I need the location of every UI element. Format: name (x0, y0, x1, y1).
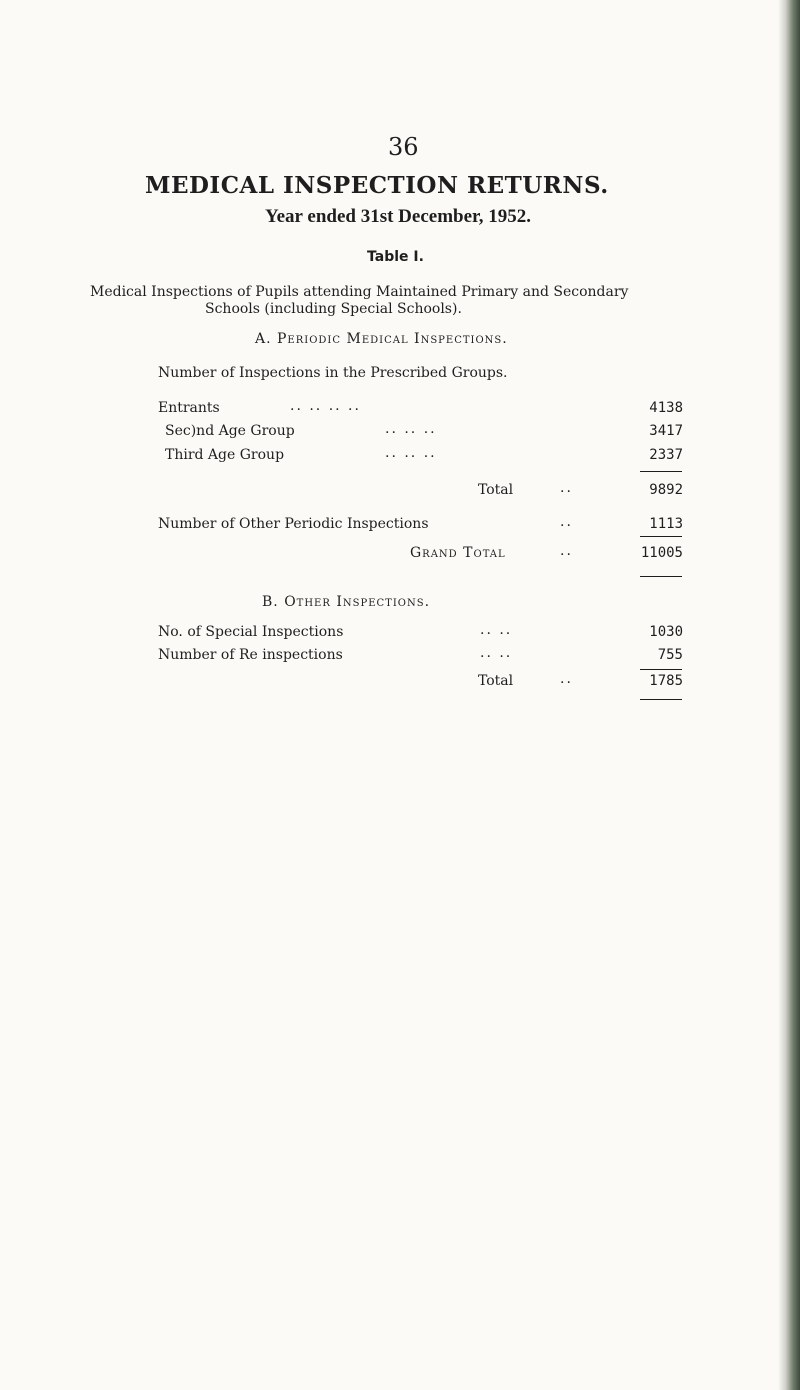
page-number: 36 (388, 133, 419, 161)
row-dots: .. .. (480, 645, 513, 661)
table-description-line1: Medical Inspections of Pupils attending Maintained Primary and Secondary (90, 284, 629, 300)
other-periodic-dots: .. (560, 514, 573, 530)
row-value-special-inspections: 1030 (649, 624, 683, 640)
row-dots: .. .. .. (385, 445, 437, 461)
sum-rule (640, 576, 682, 577)
row-value-entrants: 4138 (649, 400, 683, 416)
row-label-second-age-group: Sec)nd Age Group (165, 423, 295, 439)
row-dots: .. .. .. (385, 421, 437, 437)
section-a-heading: A. Periodic Medical Inspections. (255, 331, 508, 347)
grand-total-value: 11005 (640, 545, 683, 561)
other-periodic-value: 1113 (649, 516, 683, 532)
groups-heading: Number of Inspections in the Prescribed Groups. (158, 365, 508, 381)
sum-rule (640, 536, 682, 537)
row-label-third-age-group: Third Age Group (165, 447, 285, 463)
scanned-page-edge (778, 0, 800, 1390)
page-title: MEDICAL INSPECTION RETURNS. (145, 172, 609, 199)
total-value: 9892 (649, 482, 683, 498)
page-subtitle: Year ended 31st December, 1952. (265, 206, 531, 227)
row-dots: .. .. .. .. (290, 398, 361, 414)
row-value-re-inspections: 755 (657, 647, 683, 663)
section-b-total-value: 1785 (649, 673, 683, 689)
row-label-re-inspections: Number of Re inspections (158, 647, 343, 663)
section-b-heading: B. Other Inspections. (262, 594, 431, 610)
table-description-line2: Schools (including Special Schools). (205, 301, 462, 317)
section-b-total-dots: .. (560, 671, 573, 687)
sum-rule (640, 471, 682, 472)
row-value-third-age-group: 2337 (649, 447, 683, 463)
total-label: Total (478, 482, 514, 498)
section-b-total-label: Total (478, 673, 514, 689)
grand-total-dots: .. (560, 543, 573, 559)
row-dots: .. .. (480, 622, 513, 638)
row-label-special-inspections: No. of Special Inspections (158, 624, 344, 640)
total-dots: .. (560, 480, 573, 496)
row-label-entrants: Entrants (158, 400, 220, 416)
sum-rule (640, 669, 682, 670)
other-periodic-label: Number of Other Periodic Inspections (158, 516, 429, 532)
sum-rule (640, 699, 682, 700)
row-value-second-age-group: 3417 (649, 423, 683, 439)
grand-total-label: Grand Total (410, 545, 506, 561)
table-label: Table I. (367, 249, 424, 265)
